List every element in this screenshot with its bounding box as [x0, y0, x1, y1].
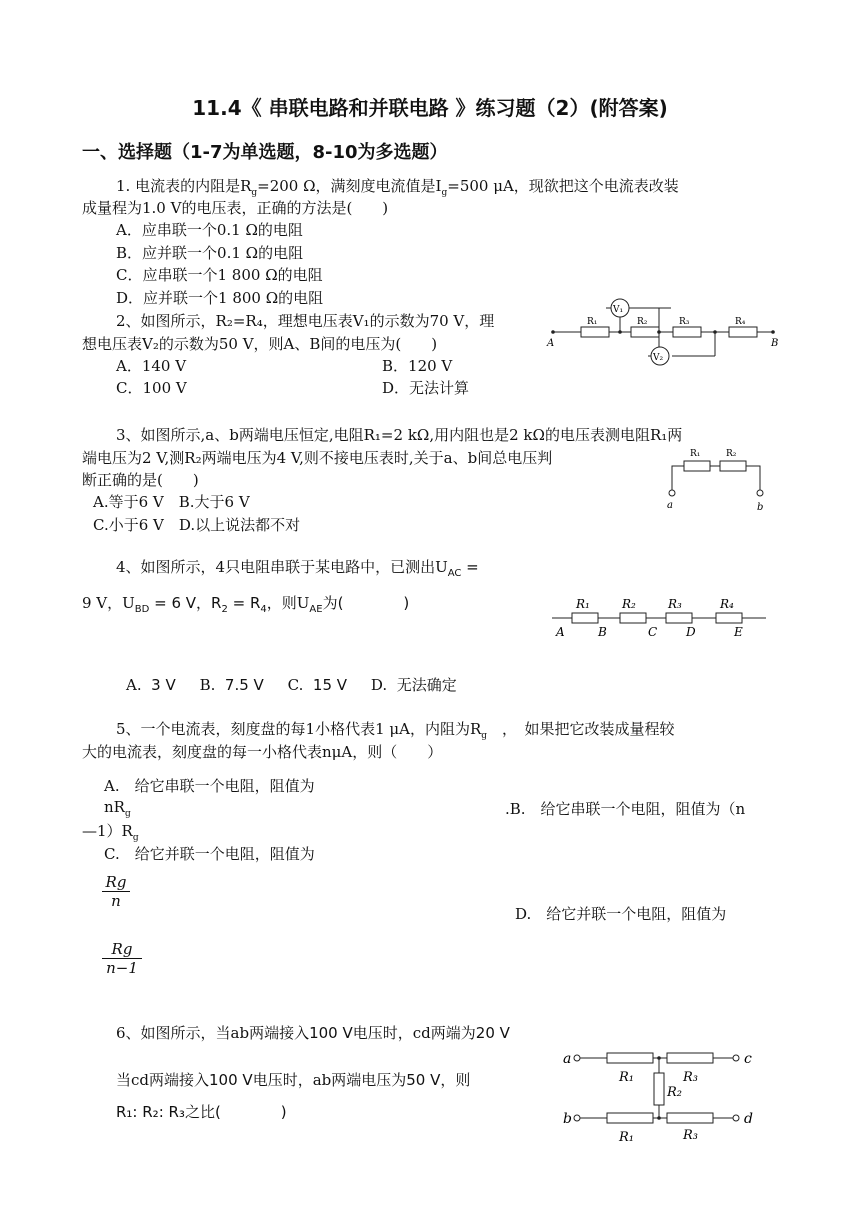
- svg-text:A: A: [547, 338, 555, 349]
- q4-options: A. 3 V B. 7.5 V C. 15 V D. 无法确定: [126, 676, 457, 694]
- svg-text:R₃: R₃: [668, 597, 682, 611]
- svg-text:R₃: R₃: [679, 317, 690, 327]
- q6-stem-line3: R₁: R₂: R₃之比( ): [116, 1103, 287, 1121]
- q1-stem-line1: 1. 电流表的内阻是$R_g=200$ Ω，满刻度电流值是$I_g=500$ μA，现欲把这个电流表改装: [116, 177, 679, 198]
- svg-text:a: a: [563, 1051, 572, 1067]
- svg-text:R₂: R₂: [622, 597, 636, 611]
- svg-text:B: B: [771, 338, 779, 349]
- q5-stem-line2: 大的电流表，刻度盘的每一小格代表nμA，则（ ）: [82, 743, 443, 761]
- q6-stem-line1: 6、如图所示，当ab两端接入100 V电压时，cd两端为20 V: [116, 1024, 510, 1042]
- q3-options-ab: A.等于6 V B.大于6 V: [93, 493, 250, 511]
- svg-text:R₁: R₁: [619, 1070, 634, 1085]
- svg-text:R₁: R₁: [576, 597, 590, 611]
- svg-text:R₁: R₁: [690, 449, 701, 459]
- q1-option-a: A．应串联一个0.1 Ω的电阻: [116, 221, 303, 239]
- svg-text:A: A: [556, 625, 565, 639]
- q2-option-b: B．120 V: [382, 357, 453, 375]
- svg-text:R₃: R₃: [683, 1070, 698, 1085]
- q5-option-a: A. 给它串联一个电阻，阻值为: [104, 777, 315, 795]
- svg-text:B: B: [598, 625, 607, 639]
- svg-text:d: d: [744, 1111, 753, 1127]
- q4-circuit-diagram: [550, 590, 770, 645]
- q3-options-cd: C.小于6 V D.以上说法都不对: [93, 516, 301, 534]
- q2-stem-line1: 2、如图所示，R₂=R₄，理想电压表V₁的示数为70 V，理: [116, 312, 495, 330]
- q3-stem-line1: 3、如图所示,a、b两端电压恒定,电阻R₁=2 kΩ,用内阻也是2 kΩ的电压表测电阻R₁两: [116, 426, 683, 444]
- q2-option-d: D．无法计算: [382, 379, 470, 397]
- q3-circuit-diagram: [660, 440, 770, 515]
- q4-stem-line2: 9 V，$U_{BD} = 6$ V，$R_2 = R_4$，则$U_{AE}$为( ): [82, 594, 410, 615]
- q5-option-b: .B. 给它串联一个电阻，阻值为（n: [505, 800, 746, 818]
- q1-option-c: C．应串联一个1 800 Ω的电阻: [116, 266, 323, 284]
- svg-text:R₁: R₁: [587, 317, 598, 327]
- q4-stem-line1: 4、如图所示，4只电阻串联于某电路中，已测出$U_{AC}$ =: [116, 558, 479, 579]
- q5-option-c-fraction: $\frac{Rg}{n}$: [102, 873, 130, 910]
- q1-option-b: B．应并联一个0.1 Ω的电阻: [116, 244, 304, 262]
- svg-text:R₂: R₂: [637, 317, 648, 327]
- svg-text:E: E: [734, 625, 743, 639]
- q3-stem-line3: 断正确的是( ): [82, 471, 199, 489]
- svg-text:R₂: R₂: [667, 1085, 682, 1100]
- section-heading: 一、选择题（1-7为单选题，8-10为多选题）: [82, 142, 448, 163]
- svg-text:V₁: V₁: [613, 305, 624, 315]
- q2-circuit-diagram: [545, 290, 785, 380]
- svg-text:R₂: R₂: [726, 449, 737, 459]
- svg-text:R₄: R₄: [735, 317, 746, 327]
- svg-text:b: b: [757, 502, 764, 513]
- q2-option-a: A．140 V: [116, 357, 187, 375]
- q6-stem-line2: 当cd两端接入100 V电压时，ab两端电压为50 V，则: [116, 1071, 471, 1089]
- q5-option-b-value: $—1)R_g$: [82, 822, 139, 843]
- q5-stem-line1: 5、一个电流表，刻度盘的每1小格代表1 μA，内阻为$R_g$ ， 如果把它改装成量程较: [116, 720, 675, 741]
- svg-text:D: D: [686, 625, 696, 639]
- q3-stem-line2: 端电压为2 V,测R₂两端电压为4 V,则不接电压表时,关于a、b间总电压判: [82, 449, 553, 467]
- q2-option-c: C．100 V: [116, 379, 187, 397]
- svg-text:R₃: R₃: [683, 1128, 698, 1143]
- q5-option-d-fraction: $\frac{Rg}{n-1}$: [102, 940, 142, 977]
- q1-stem-line2: 成量程为1.0 V的电压表，正确的方法是( ): [82, 199, 389, 217]
- q5-option-c: C. 给它并联一个电阻，阻值为: [104, 845, 315, 863]
- q1-option-d: D．应并联一个1 800 Ω的电阻: [116, 289, 324, 307]
- svg-text:R₁: R₁: [619, 1130, 634, 1145]
- q5-option-a-value: $nR_g$: [104, 798, 131, 819]
- svg-text:C: C: [648, 625, 658, 639]
- svg-text:a: a: [667, 500, 673, 511]
- q2-stem-line2: 想电压表V₂的示数为50 V，则A、B间的电压为( ): [82, 335, 438, 353]
- svg-text:c: c: [744, 1051, 752, 1067]
- svg-text:R₄: R₄: [720, 597, 734, 611]
- q5-option-d: D. 给它并联一个电阻，阻值为: [515, 905, 727, 923]
- q6-circuit-diagram: [555, 1040, 775, 1150]
- page-title: 11.4《 串联电路和并联电路 》练习题（2）(附答案): [192, 96, 668, 120]
- svg-text:V₂: V₂: [653, 353, 664, 363]
- svg-text:b: b: [563, 1111, 572, 1127]
